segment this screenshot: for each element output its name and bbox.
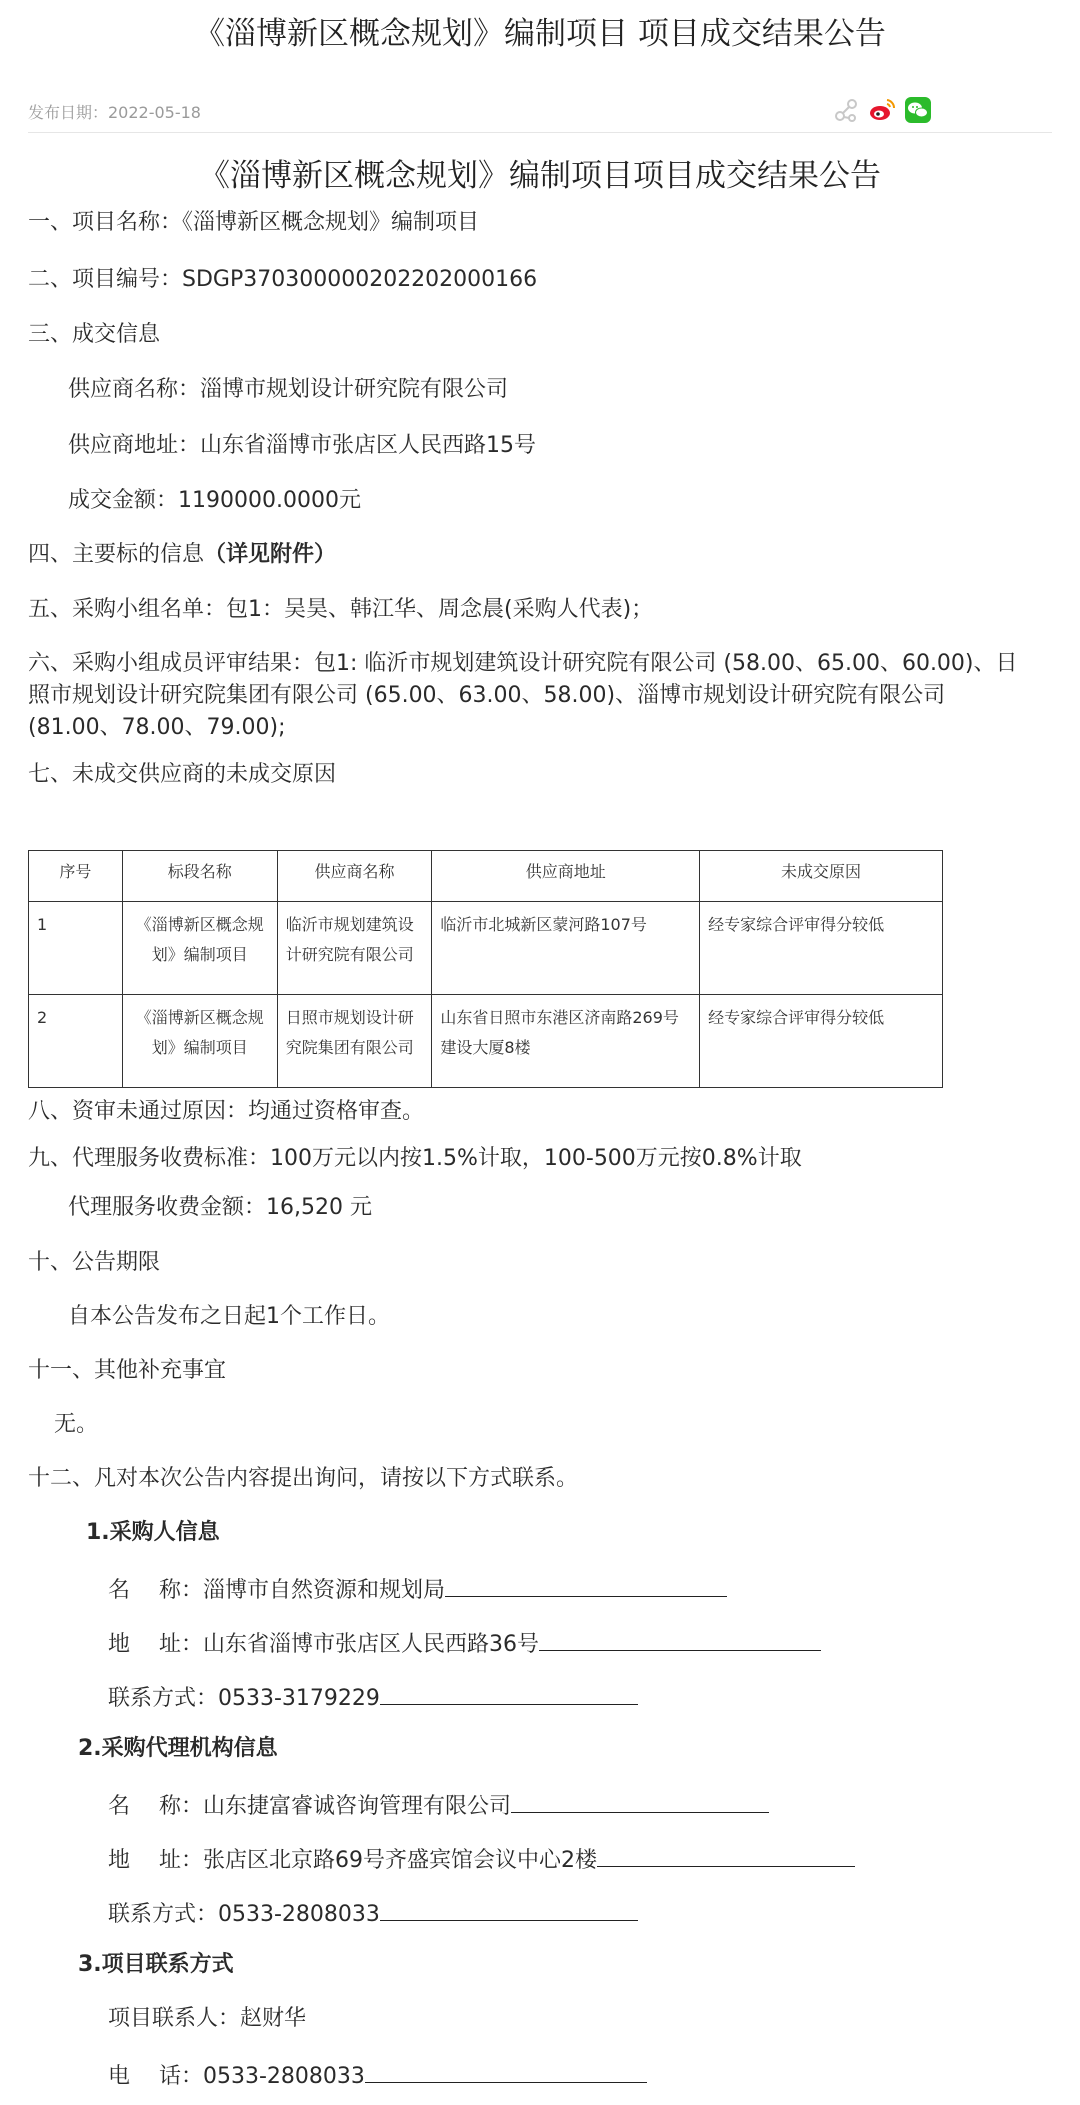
underline <box>445 1572 727 1597</box>
table-cell: 1 <box>29 902 123 995</box>
table-header-cell: 序号 <box>29 851 123 902</box>
other-matters-body: 无。 <box>54 1412 99 1437</box>
table-cell: 山东省日照市东港区济南路269号建设大厦8楼 <box>432 995 700 1088</box>
buyer-info-title: 1.采购人信息 <box>86 1520 220 1545</box>
share-icon[interactable] <box>832 96 860 124</box>
meta-row <box>28 96 1052 133</box>
contact-phone-text: 电 话：0533-2808033 <box>108 2064 365 2089</box>
table-cell: 2 <box>29 995 123 1088</box>
agent-name-text: 名 称：山东捷富睿诚咨询管理有限公司 <box>108 1794 511 1819</box>
buyer-phone-text: 联系方式：0533-3179229 <box>108 1686 380 1711</box>
contact-phone <box>108 2058 647 2092</box>
section-project-name: 一、项目名称：《淄博新区概念规划》编制项目 <box>28 210 480 235</box>
agent-address-text: 地 址：张店区北京路69号齐盛宾馆会议中心2楼 <box>108 1848 597 1873</box>
table-cell: 经专家综合评审得分较低 <box>700 902 943 995</box>
page-title: 《淄博新区概念规划》编制项目 项目成交结果公告 <box>194 16 886 52</box>
supplier-name: 供应商名称：淄博市规划设计研究院有限公司 <box>68 377 509 402</box>
agent-phone <box>108 1896 638 1930</box>
table-row <box>29 995 943 1088</box>
section-main-items <box>28 540 336 570</box>
section-deal-info: 三、成交信息 <box>28 322 161 347</box>
wechat-icon[interactable] <box>904 96 932 124</box>
underline <box>539 1626 821 1651</box>
unsuccessful-suppliers-table <box>28 850 943 1088</box>
buyer-phone <box>108 1680 638 1714</box>
section-other-matters: 十一、其他补充事宜 <box>28 1358 227 1383</box>
underline <box>380 1896 638 1921</box>
table-cell: 《淄博新区概念规划》编制项目 <box>122 902 277 995</box>
table-cell: 临沂市规划建筑设计研究院有限公司 <box>277 902 432 995</box>
publish-date: 发布日期：2022-05-18 <box>28 103 201 122</box>
document-title: 《淄博新区概念规划》编制项目项目成交结果公告 <box>199 158 881 194</box>
section-project-number: 二、项目编号：SDGP370300000202202000166 <box>28 267 538 292</box>
attachment-note: （详见附件） <box>204 542 337 567</box>
contact-title: 3.项目联系方式 <box>78 1952 234 1977</box>
table-cell: 日照市规划设计研究院集团有限公司 <box>277 995 432 1088</box>
table-header-row <box>29 851 943 902</box>
notice-period-body: 自本公告发布之日起1个工作日。 <box>68 1304 390 1329</box>
section-main-items-label: 四、主要标的信息 <box>28 542 205 567</box>
table-cell: 经专家综合评审得分较低 <box>700 995 943 1088</box>
weibo-icon[interactable] <box>868 96 896 124</box>
underline <box>365 2058 647 2083</box>
agent-address <box>108 1842 855 1876</box>
section-notice-period: 十、公告期限 <box>28 1250 161 1275</box>
buyer-address-text: 地 址：山东省淄博市张店区人民西路36号 <box>108 1632 539 1657</box>
contact-person: 项目联系人：赵财华 <box>108 2006 307 2031</box>
section-qualification: 八、资审未通过原因：均通过资格审查。 <box>28 1099 425 1124</box>
table-header-cell: 标段名称 <box>122 851 277 902</box>
table-header-cell: 供应商名称 <box>277 851 432 902</box>
agent-name <box>108 1788 769 1822</box>
share-bar <box>832 96 932 124</box>
section-fee-standard: 九、代理服务收费标准：100万元以内按1.5%计取，100-500万元按0.8%计取 <box>28 1146 802 1171</box>
buyer-name-text: 名 称：淄博市自然资源和规划局 <box>108 1578 445 1603</box>
underline <box>511 1788 769 1813</box>
underline <box>380 1680 638 1705</box>
deal-amount: 成交金额：1190000.0000元 <box>68 488 361 513</box>
underline <box>597 1842 855 1867</box>
buyer-address <box>108 1626 821 1660</box>
agent-info-title: 2.采购代理机构信息 <box>78 1736 278 1761</box>
table-row <box>29 902 943 995</box>
section-unsuccessful-reasons: 七、未成交供应商的未成交原因 <box>28 762 337 787</box>
buyer-name <box>108 1572 727 1606</box>
fee-amount: 代理服务收费金额：16,520 元 <box>68 1195 372 1220</box>
table-header-cell: 供应商地址 <box>432 851 700 902</box>
agent-phone-text: 联系方式：0533-2808033 <box>108 1902 380 1927</box>
table-cell: 《淄博新区概念规划》编制项目 <box>122 995 277 1088</box>
section-contact: 十二、凡对本次公告内容提出询问，请按以下方式联系。 <box>28 1466 579 1491</box>
section-review-results: 六、采购小组成员评审结果：包1: 临沂市规划建筑设计研究院有限公司 (58.00、65.00、60.00)、日照市规划设计研究院集团有限公司 (65.00、63.00、58.00)、淄博市规划设计研究院有限公司 (81.00、78.00、79.00); <box>28 651 1018 740</box>
table-header-cell: 未成交原因 <box>700 851 943 902</box>
table-cell: 临沂市北城新区蒙河路107号 <box>432 902 700 995</box>
supplier-address: 供应商地址：山东省淄博市张店区人民西路15号 <box>68 433 536 458</box>
section-group-members: 五、采购小组名单：包1：吴昊、韩江华、周念晨(采购人代表)； <box>28 597 654 622</box>
